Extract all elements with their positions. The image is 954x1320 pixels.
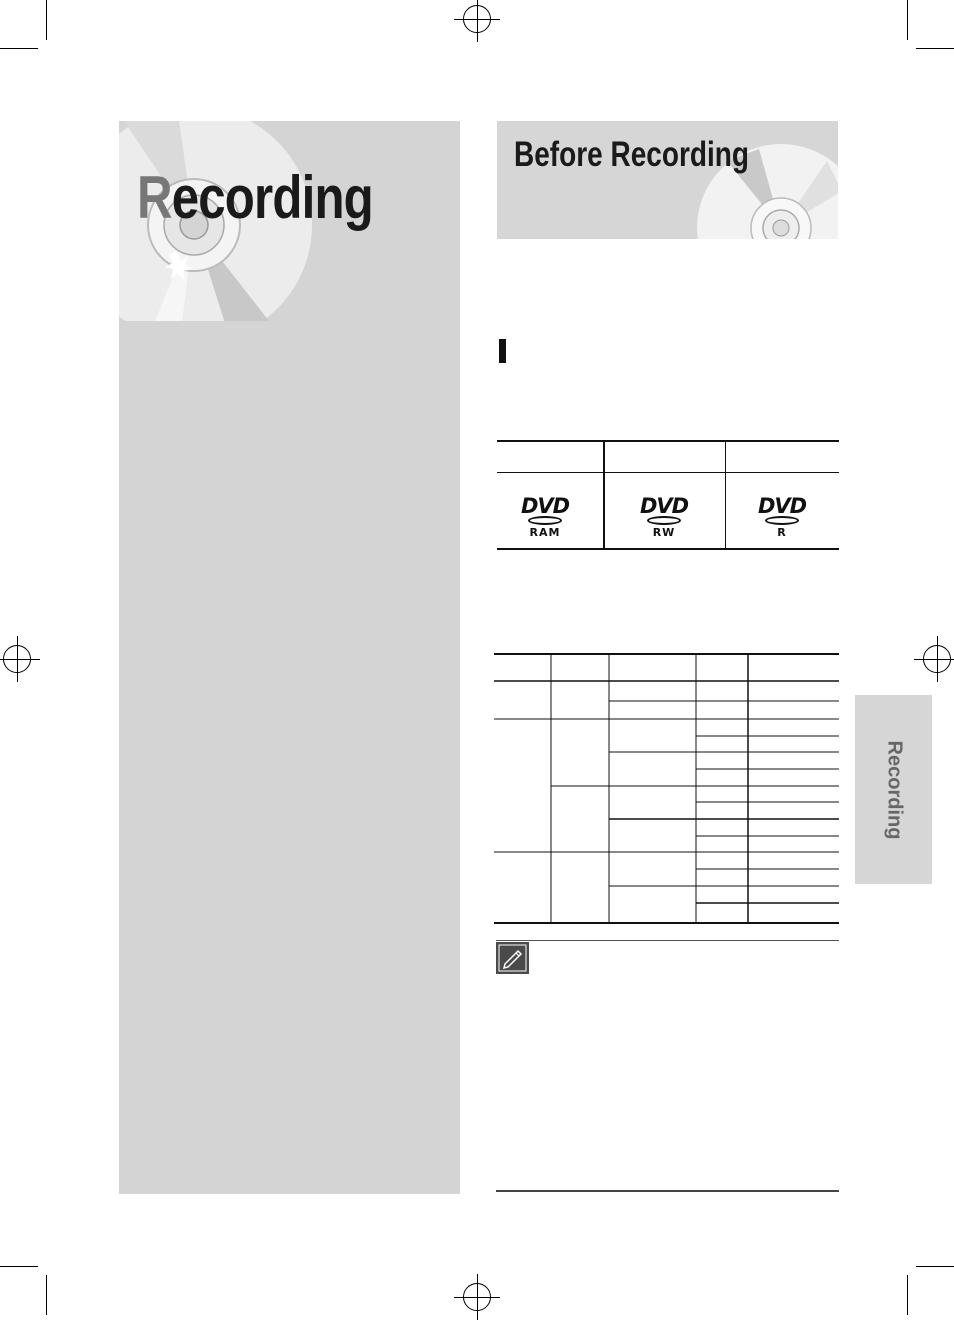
dvd-mark: DVD [757, 494, 807, 518]
chapter-side-tab [855, 695, 932, 884]
registration-mark-icon [463, 1283, 491, 1311]
note-rule [496, 940, 839, 941]
crop-mark [46, 1275, 47, 1315]
footer-rule [496, 1190, 839, 1192]
crop-mark [907, 0, 908, 40]
crop-mark [0, 48, 38, 49]
dvd-mark: DVD [639, 494, 689, 518]
dvd-ram-logo [515, 496, 575, 539]
dvd-r-logo [752, 496, 812, 539]
section-title: Before Recording [514, 135, 749, 174]
dvd-rw-logo [634, 496, 694, 539]
crop-mark [907, 1275, 908, 1315]
section-header [497, 121, 838, 239]
side-tab-label: Recording [883, 740, 905, 839]
pencil-note-icon [496, 942, 529, 974]
chapter-panel [119, 121, 460, 1194]
recording-mode-table [494, 653, 840, 925]
crop-mark [46, 0, 47, 40]
chapter-title-rest: ecording [171, 164, 373, 231]
subsection-marker [499, 339, 506, 363]
disc-type-table [497, 440, 839, 550]
registration-mark-icon [3, 645, 31, 673]
crop-mark [916, 48, 954, 49]
registration-mark-icon [923, 645, 951, 673]
dvd-type-label: R [777, 526, 787, 539]
registration-mark-icon [463, 5, 491, 33]
chapter-title [137, 163, 373, 232]
crop-mark [0, 1266, 38, 1267]
dvd-type-label: RAM [529, 526, 561, 539]
crop-mark [916, 1266, 954, 1267]
chapter-title-initial: R [137, 164, 172, 231]
dvd-type-label: RW [652, 526, 676, 539]
dvd-mark: DVD [520, 494, 570, 518]
